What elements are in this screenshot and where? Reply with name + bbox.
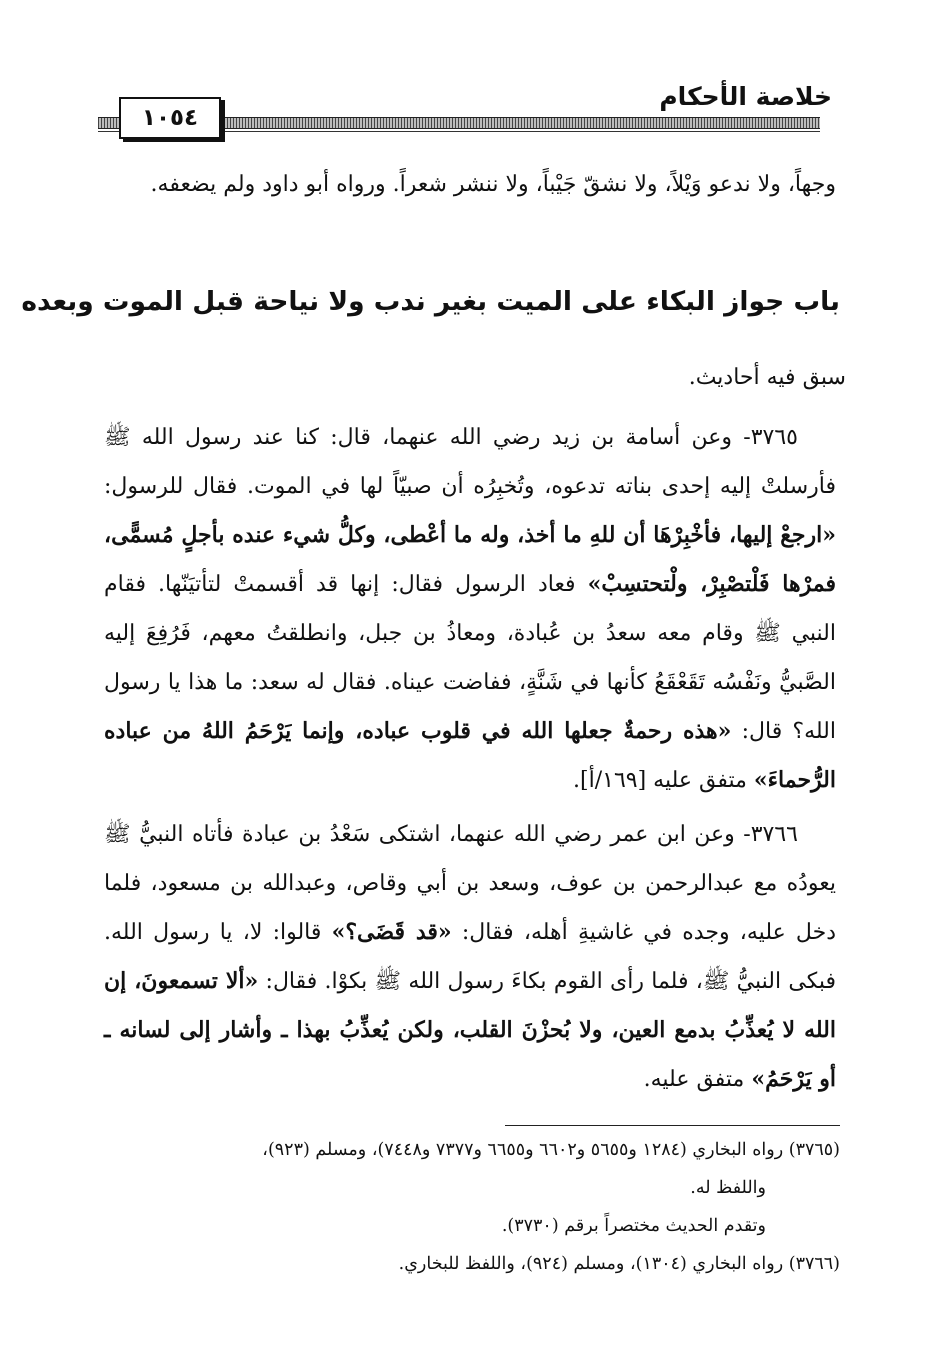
hadith-narration: وعن ابن عمر رضي الله عنهما، اشتكى سَعْدُ بن عبادة فأتاه النبيُّ ﷺ يعودُه مع عبدالرحمن بن عوف، وسعد بن أبي وقاص، وعبدالله بن مسعود، فلما دخل عليه، وجده في غاشيةِ أهله، فقال: [104, 822, 836, 945]
hadith-narration: فعاد الرسول فقال: إنها قد أقسمتْ لتأتيَنّها. فقام النبي ﷺ وقام معه سعدُ بن عُبادة، ومعاذُ بن جبل، وانطلقتُ معهم، فَرُفِعَ إليه الصَّبيُّ ونَفْسُه تَقَعْقَعُ كأنها في شَنَّةٍ، ففاضت عيناه. فقال له سعد: ما هذا يا رسول الله؟ قال: [104, 572, 836, 744]
hadith-narration: قالوا: لا، يا رسول الله. فبكى النبيُّ ﷺ، فلما رأى القوم بكاءَ رسول الله ﷺ بكوْا. فقال: [104, 920, 837, 994]
prophetic-quote: «ارجعْ إليها، فأخْبِرْهَا أن للهِ ما أخذ، وله ما أعْطى، وكلُّ شيء عنده بأجلٍ مُسمًّى، فمرْها فَلْتصْبِرْ، ولْتحتسِبْ» [104, 522, 836, 597]
footnote-3765-note: وتقدم الحديث مختصراً برقم (٣٧٣٠). [501, 1216, 766, 1236]
running-header-title: خلاصة الأحكام [659, 82, 832, 111]
continuation-paragraph: وجهاً، ولا ندعو وَيْلاً، ولا نشقّ جَيْباً، ولا ننشر شعراً. ورواه أبو داود ولم يضعفه. [150, 172, 836, 197]
prophetic-quote: «قد قَضَى؟» [331, 919, 452, 945]
chapter-intro-line: سبق فيه أحاديث. [688, 365, 846, 390]
prophetic-quote: «هذه رحمةٌ جعلها الله في قلوب عباده، وإنما يَرْحَمُ اللهُ من عباده الرُّحماءَ» [104, 718, 836, 793]
prophetic-quote: «ألا تسمعونَ، إن الله لا يُعذِّبُ بدمع العين، ولا بُحزْنَ القلب، ولكن يُعذِّبُ بهذا ـ وأشار إلى لسانه ـ أو يَرْحَمُ» [104, 968, 836, 1092]
hadith-3765 [104, 413, 836, 805]
hadith-narration: وعن أسامة بن زيد رضي الله عنهما، قال: كنا عند رسول الله ﷺ فأرسلتْ إليه إحدى بناته تدعوه، وتُخبِرُه أن صبيّاً لها في الموت. فقال للرسول: [104, 425, 836, 499]
footnote-3765: (٣٧٦٥) رواه البخاري (١٢٨٤ و٥٦٥٥ و٦٦٠٢ و٦٦٥٥ و٧٣٧٧ و٧٤٤٨)، ومسلم (٩٢٣)، [262, 1140, 840, 1160]
hadith-number: ٣٧٦٥- [743, 425, 798, 450]
footnote-3765-continued: واللفظ له. [690, 1178, 766, 1198]
hadith-grading: متفق عليه. [643, 1067, 745, 1092]
hadith-grading: متفق عليه [١٦٩/أ]. [573, 768, 747, 793]
footnote-3766: (٣٧٦٦) رواه البخاري (١٣٠٤)، ومسلم (٩٢٤)، واللفظ للبخاري. [398, 1254, 840, 1274]
footnotes [100, 1131, 840, 1283]
chapter-heading: باب جواز البكاء على الميت بغير ندب ولا نياحة قبل الموت وبعده [21, 286, 840, 317]
footnote-separator [505, 1125, 840, 1126]
hadith-3766 [104, 810, 836, 1104]
hadith-number: ٣٧٦٦- [743, 822, 798, 847]
page-number: ١٠٥٤ [119, 97, 221, 139]
